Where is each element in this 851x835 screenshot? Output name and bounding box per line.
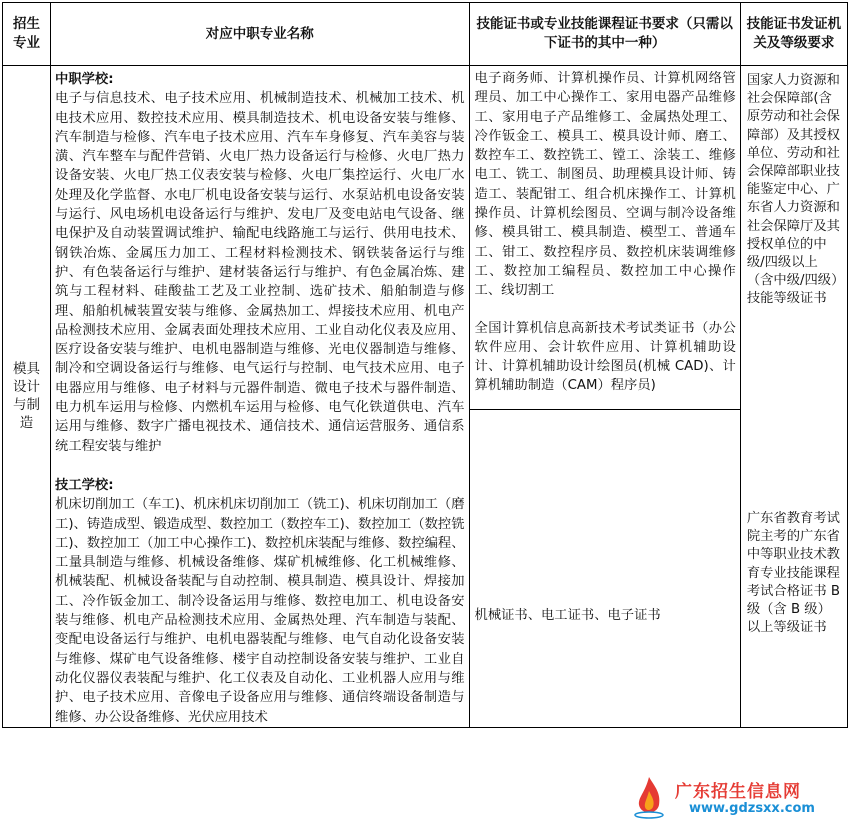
technical-school-majors: 机床切削加工（车工)、机床机床切削加工（铣工)、机床切削加工（磨工)、铸造成型、锻造成型、数控加工（数控车工)、数控加工（数控铣工)、数控加工（加工中心操作工)、数控机床装配与维修、数控编程、工量具制造与维修、机械设备维修、煤矿机械维修、化工机械维修、机械装配、机械设备装配与自动控制、模具制造、模具设计、焊接加工、冷作钣金加工、制冷设备运用与维修、数控电加工、机电设备安装与维修、机电产品检测技术应用、金属热处理、汽车制造与装配、变配电设备运行与维护、电机电器装配与维修、电气自动化设备安装与维修、煤矿电气设备维修、楼宇自动控制设备安装与维护、工业自动化仪器仪表装配与维护、化工仪表及自动化、工业机器人应用与维护、电子技术应用、音像电子设备应用与维修、通信终端设备制造与维修、办公设备维修、光伏应用技术	[55, 497, 465, 725]
technical-school-heading: 技工学校:	[55, 477, 114, 493]
header-row	[3, 3, 848, 66]
secondary-school-majors: 电子与信息技术、电子技术应用、机械制造技术、机械加工技术、机电技术应用、数控技术应用、模具制造技术、机电设备安装与维修、汽车制造与检修、汽车电子技术应用、汽车车身修复、汽车美容与装潢、汽车整车与配件营销、火电厂热力设备运行与检修、火电厂热力设备安装、火电厂热工仪表安装与检修、火电厂集控运行、火电厂水处理及化学监督、水电厂机电设备安装与运行、水泵站机电设备安装与运行、风电场机电设备运行与维护、发电厂及变电站电气设备、继电保护及自动装置调试维护、输配电线路施工与运行、供用电技术、钢铁冶炼、金属压力加工、工程材料检测技术、钢铁装备运行与维护、有色装备运行与维护、建材装备运行与维护、有色金属冶炼、建筑与工程材料、硅酸盐工艺及工业控制、选矿技术、船舶制造与修理、船舶机械装置安装与维修、金属热加工、焊接技术应用、机电产品检测技术应用、金属表面处理技术应用、工业自动化仪表及应用、医疗设备安装与维护、电机电器制造与维修、光电仪器制造与维修、制冷和空调设备运行与维修、电气运行与控制、电气技术应用、电子电器应用与维修、电子材料与元器件制造、微电子技术与器件制造、电力机车运用与检修、内燃机车运用与检修、电气化铁道供电、汽车运用与维修、数字广播电视技术、通信技术、通信运营服务、通信系统工程安装与维护	[55, 91, 465, 454]
course-certificates: 机械证书、电工证书、电子证书	[474, 608, 661, 623]
major-name: 模具设计与制造	[3, 66, 51, 728]
skill-certificate-list: 电子商务师、计算机操作员、计算机网络管理员、加工中心操作工、家用电器产品维修工、家用电子产品维修工、金属热处理工、冷作钣金工、模具工、模具设计师、磨工、数控车工、数控铣工、镗工、涂装工、维修电工、铣工、制图员、助理模具设计师、铸造工、装配钳工、组合机床操作工、计算机操作员、计算机绘图员、空调与制冷设备维修、模具钳工、模具制造、模型工、普通车工、钳工、数控程序员、数控机床装调维修工、数控加工编程员、数控加工中心操作工、线切割工	[474, 71, 736, 299]
issuer-lower: 广东省教育考试院主考的广东省中等职业技术教育专业技能课程考试合格证书 B 级（含 B 级）以上等级证书	[746, 511, 840, 636]
issuer-cell	[740, 66, 847, 728]
table-row	[3, 66, 848, 728]
watermark-url[interactable]: www.gdzsxx.com	[689, 801, 815, 816]
secondary-school-heading: 中职学校:	[55, 72, 114, 87]
header-issuing-authority: 技能证书发证机关及等级要求	[740, 3, 847, 66]
flame-logo-icon	[629, 773, 669, 821]
computer-certificate-list: 全国计算机信息高新技术考试类证书（办公软件应用、会计软件应用、计算机辅助设计、计算机辅助设计绘图员(机械 CAD)、计算机辅助制造（CAM）程序员)	[474, 320, 736, 394]
certificate-cell	[469, 66, 740, 728]
header-certificate-requirements: 技能证书或专业技能课程证书要求（只需以下证书的其中一种）	[469, 3, 740, 66]
issuer-upper: 国家人力资源和社会保障部(含原劳动和社会保障部）及其授权单位、劳动和社会保障部职业技能鉴定中心、广东省人力资源和社会保障厅及其授权单位的中级/四级以上（含中级/四级）技能等级证书	[746, 73, 840, 307]
watermark	[629, 773, 829, 825]
requirements-table	[2, 2, 848, 728]
watermark-brand: 广东招生信息网	[675, 782, 801, 802]
header-major: 招生专业	[3, 3, 51, 66]
header-secondary-majors: 对应中职专业名称	[51, 3, 469, 66]
vocational-certificates	[470, 66, 740, 410]
corresponding-majors-cell	[51, 66, 469, 728]
